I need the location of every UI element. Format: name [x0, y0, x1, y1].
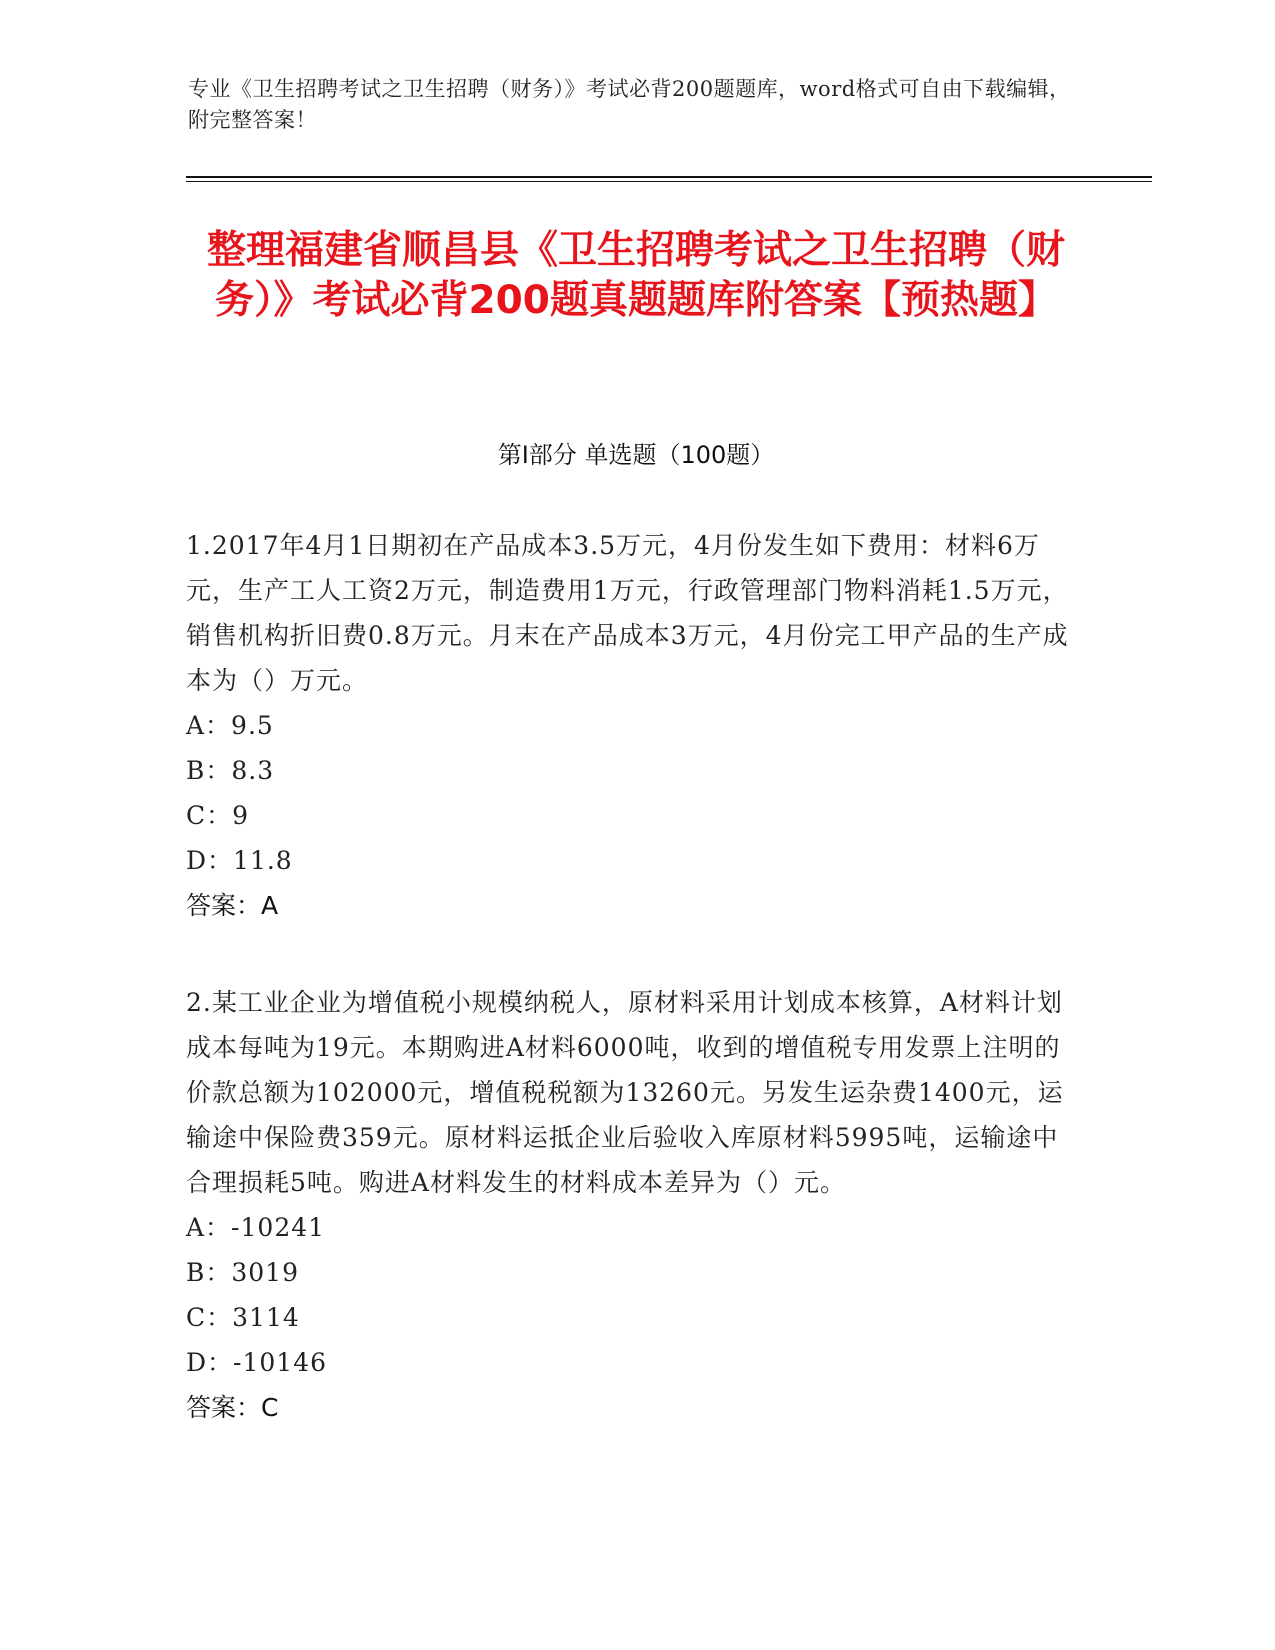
option-d: D：-10146	[186, 1348, 328, 1377]
option-a: A：-10241	[186, 1213, 326, 1242]
option-d: D：11.8	[186, 846, 293, 875]
header-divider	[186, 176, 1152, 181]
option-a: A：9.5	[186, 711, 274, 740]
option-b: B：8.3	[186, 756, 275, 785]
divider-thin-line	[186, 181, 1152, 182]
answer-line: 答案：A	[186, 891, 279, 920]
question-stem: 1.2017年4月1日期初在产品成本3.5万元，4月份发生如下费用：材料6万元，生产工人工资2万元，制造费用1万元，行政管理部门物料消耗1.5万元，销售机构折旧费0.8万元。月末在产品成本3万元，4月份完工甲产品的生产成本为（）万元。	[186, 531, 1069, 695]
question-block	[186, 980, 1076, 1430]
document-title: 整理福建省顺昌县《卫生招聘考试之卫生招聘（财务）》考试必背200题真题题库附答案【预热题】	[206, 228, 1065, 323]
option-b: B：3019	[186, 1258, 299, 1287]
option-c: C：9	[186, 801, 250, 830]
question-stem: 2.某工业企业为增值税小规模纳税人，原材料采用计划成本核算，A材料计划成本每吨为19元。本期购进A材料6000吨，收到的增值税专用发票上注明的价款总额为102000元，增值税税额为13260元。另发生运杂费1400元，运输途中保险费359元。原材料运抵企业后验收入库原材料5995吨，运输途中合理损耗5吨。购进A材料发生的材料成本差异为（）元。	[186, 988, 1064, 1197]
divider-thick-line	[186, 176, 1152, 178]
section-heading: 第I部分 单选题（100题）	[497, 441, 775, 469]
header-note: 专业《卫生招聘考试之卫生招聘（财务）》考试必背200题题库，word格式可自由下载编辑，附完整答案！	[188, 77, 1071, 132]
answer-line: 答案：C	[186, 1393, 279, 1422]
question-block	[186, 523, 1076, 928]
option-c: C：3114	[186, 1303, 300, 1332]
